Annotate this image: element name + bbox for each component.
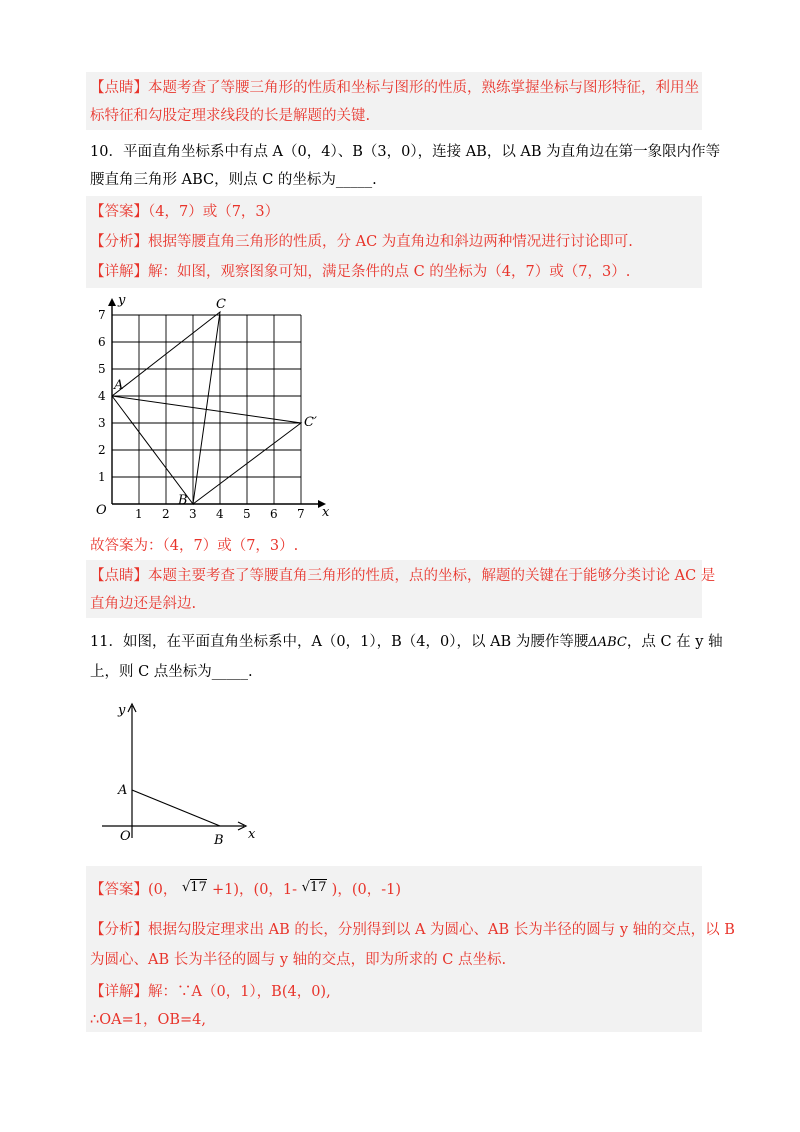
q10-conclusion: 故答案为：（4，7）或（7，3）. bbox=[90, 538, 299, 554]
y-axis-label: y bbox=[118, 703, 126, 718]
q10-coordinate-figure bbox=[90, 294, 330, 518]
q11-stem-line2: 上，则 C 点坐标为_____. bbox=[90, 664, 253, 680]
y-tick-label: 6 bbox=[98, 335, 106, 349]
point-a-label: A bbox=[118, 783, 128, 798]
detail-text: 解：如图，观察图象可知，满足条件的点 C 的坐标为（4，7）或（7，3）. bbox=[148, 264, 631, 280]
q10-comment-line1 bbox=[90, 566, 716, 586]
x-tick-label: 4 bbox=[216, 507, 224, 518]
figure-background bbox=[90, 294, 330, 518]
q10-analysis bbox=[90, 232, 704, 252]
answer-part: (0， bbox=[148, 882, 178, 898]
answer-label: 【答案】 bbox=[90, 882, 148, 898]
q11-analysis-line2: 为圆心、AB 长为半径的圆与 y 轴的交点，即为所求的 C 点坐标. bbox=[90, 952, 507, 968]
sqrt-radicand: 17 bbox=[309, 880, 327, 895]
y-tick-label: 7 bbox=[98, 308, 106, 322]
q9-comment-line2: 标特征和勾股定理求线段的长是解题的关键. bbox=[90, 108, 371, 124]
q9-comment-text: 本题考查了等腰三角形的性质和坐标与图形的性质，熟练掌握坐标与图形特征，利用坐 bbox=[148, 80, 699, 96]
y-tick-label: 1 bbox=[98, 470, 106, 484]
sqrt-sign: √17 bbox=[301, 880, 327, 895]
detail-text: 解：∵A（0，1），B(4，0), bbox=[148, 984, 331, 1000]
y-tick-label: 2 bbox=[98, 443, 106, 457]
origin-label: O bbox=[120, 829, 131, 844]
comment-text: 本题主要考查了等腰直角三角形的性质，点的坐标，解题的关键在于能够分类讨论 AC 是 bbox=[148, 568, 716, 584]
y-tick-label: 4 bbox=[98, 389, 106, 403]
point-b-label: B bbox=[178, 493, 188, 508]
q10-comment-line2: 直角边还是斜边. bbox=[90, 596, 197, 612]
answer-part: +1)，(0，1- bbox=[212, 882, 298, 898]
y-tick-label: 5 bbox=[98, 362, 106, 376]
analysis-text: 根据勾股定理求出 AB 的长，分别得到以 A 为圆心、AB 长为半径的圆与 y 轴的交点，以 B bbox=[148, 922, 735, 938]
q11-detail-line2: ∴OA=1，OB=4, bbox=[90, 1012, 206, 1028]
x-tick-label: 5 bbox=[243, 507, 251, 518]
origin-label: O bbox=[96, 503, 107, 518]
q11-stem-line1 bbox=[90, 632, 723, 653]
q11-stem-text-b: ，点 C 在 y 轴 bbox=[626, 634, 723, 650]
detail-label: 【详解】 bbox=[90, 264, 148, 280]
analysis-text: 根据等腰直角三角形的性质，分 AC 为直角边和斜边两种情况进行讨论即可. bbox=[148, 234, 633, 250]
segment-ab bbox=[132, 790, 220, 826]
comment-label: 【点睛】 bbox=[90, 80, 148, 96]
x-axis-label: x bbox=[248, 827, 256, 842]
x-axis-label: x bbox=[322, 505, 330, 518]
analysis-label: 【分析】 bbox=[90, 234, 148, 250]
q11-stem-text: 11．如图，在平面直角坐标系中，A（0，1），B（4，0），以 AB 为腰作等腰 bbox=[90, 634, 589, 650]
q9-comment-line1 bbox=[90, 78, 704, 98]
point-c-prime-label: C′ bbox=[304, 415, 317, 430]
q10-detail bbox=[90, 262, 704, 282]
answer-part: )，(0，-1) bbox=[331, 882, 401, 898]
q11-coordinate-figure bbox=[96, 698, 266, 848]
answer-text: （4，7）或（7，3） bbox=[148, 204, 280, 220]
y-axis-label: y bbox=[118, 294, 126, 308]
q10-answer bbox=[90, 202, 704, 222]
point-c-label: C bbox=[216, 297, 226, 312]
q11-analysis-line1 bbox=[90, 920, 735, 940]
point-a-label: A bbox=[114, 378, 124, 393]
triangle-symbol: ΔABC bbox=[588, 635, 627, 650]
analysis-label: 【分析】 bbox=[90, 922, 148, 938]
q11-detail-line1 bbox=[90, 982, 704, 1002]
point-b-label: B bbox=[214, 833, 224, 848]
x-tick-label: 7 bbox=[297, 507, 305, 518]
x-tick-label: 6 bbox=[270, 507, 278, 518]
comment-label: 【点睛】 bbox=[90, 568, 148, 584]
sqrt-sign: √17 bbox=[182, 880, 207, 895]
y-tick-label: 3 bbox=[98, 416, 106, 430]
x-tick-label: 2 bbox=[162, 507, 170, 518]
x-tick-label: 3 bbox=[189, 507, 197, 518]
sqrt-radicand: 17 bbox=[190, 880, 207, 895]
answer-label: 【答案】 bbox=[90, 204, 148, 220]
q10-stem-line2: 腰直角三角形 ABC，则点 C 的坐标为_____. bbox=[90, 172, 377, 188]
q10-stem-line1: 10．平面直角坐标系中有点 A（0，4）、B（3，0），连接 AB，以 AB 为直角边在第一象限内作等 bbox=[90, 144, 721, 160]
x-tick-label: 1 bbox=[135, 507, 143, 518]
detail-label: 【详解】 bbox=[90, 984, 148, 1000]
q11-answer bbox=[90, 880, 704, 900]
